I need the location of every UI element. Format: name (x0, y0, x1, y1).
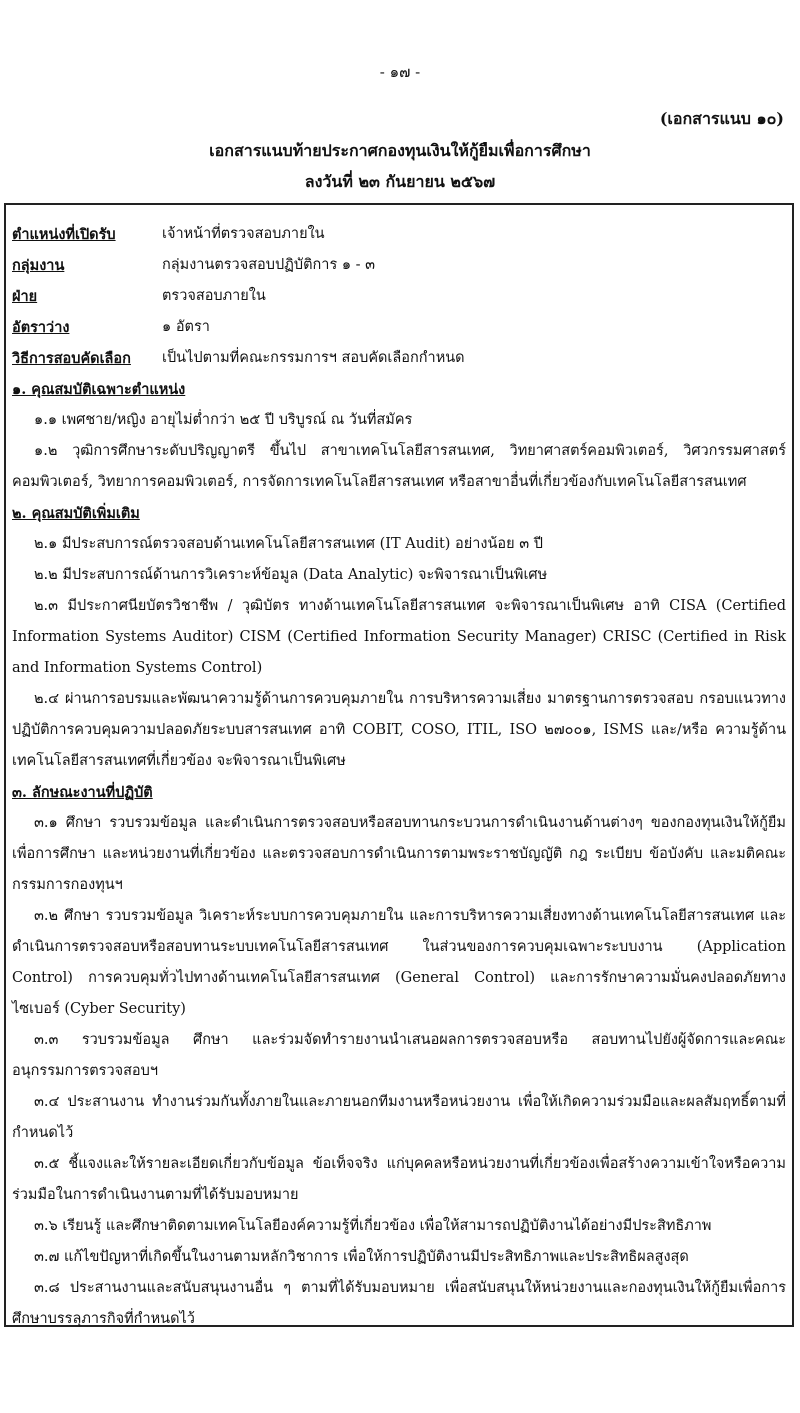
page-number: - ๑๗ - (379, 63, 421, 81)
position-row (12, 219, 786, 250)
section-3-item: ๓.๗ แก้ไขปัญหาที่เกิดขึ้นในงานตามหลักวิชาการ เพื่อให้การปฏิบัติงานมีประสิทธิภาพและประสิทธิผลสูงสุด (34, 1249, 689, 1265)
section-3-item: ๓.๘ ประสานงานและสนับสนุนงานอื่น ๆ ตามที่ได้รับมอบหมาย เพื่อสนับสนุนให้หน่วยงานและกองทุนเงินให้กู้ยืมเพื่อการศึกษาบรรลุภารกิจที่กำหนดไว้ (12, 1280, 786, 1327)
section-1-item: ๑.๑ เพศชาย/หญิง อายุไม่ต่ำกว่า ๒๕ ปี บริบูรณ์ ณ วันที่สมัคร (34, 412, 413, 428)
department-value: ตรวจสอบภายใน (162, 288, 266, 304)
section-3-item: ๓.๑ ศึกษา รวบรวมข้อมูล และดำเนินการตรวจสอบหรือสอบทานกระบวนการดำเนินงานด้านต่างๆ ของกองทุนเงินให้กู้ยืมเพื่อการศึกษา และหน่วยงานที่เกี่ยวข้อง และตรวจสอบการดำเนินการตามพระราชบัญญัติ กฎ ระเบียบ ข้อบังคับ และมติคณะกรรมการกองทุนฯ (12, 815, 786, 893)
group-label: กลุ่มงาน (12, 257, 65, 274)
content-frame (4, 203, 794, 1327)
section-3-item: ๓.๔ ประสานงาน ทำงานร่วมกันทั้งภายในและภายนอกทีมงานหรือหน่วยงาน เพื่อให้เกิดความร่วมมือและผลสัมฤทธิ์ตามที่กำหนดไว้ (12, 1094, 786, 1141)
section-2-item: ๒.๒ มีประสบการณ์ด้านการวิเคราะห์ข้อมูล (Data Analytic) จะพิจารณาเป็นพิเศษ (34, 567, 548, 583)
department-label: ฝ่าย (12, 288, 38, 305)
position-value: เจ้าหน้าที่ตรวจสอบภายใน (162, 226, 325, 242)
section-3-item: ๓.๓ รวบรวมข้อมูล ศึกษา และร่วมจัดทำรายงานนำเสนอผลการตรวจสอบหรือ สอบทานไปยังผู้จัดการและคณะอนุกรรมการตรวจสอบฯ (12, 1032, 786, 1079)
group-value: กลุ่มงานตรวจสอบปฏิบัติการ ๑ - ๓ (162, 257, 376, 273)
method-label: วิธีการสอบคัดเลือก (12, 350, 131, 367)
section-1-heading: ๑. คุณสมบัติเฉพาะตำแหน่ง (12, 381, 186, 398)
section-2-item: ๒.๔ ผ่านการอบรมและพัฒนาความรู้ด้านการควบคุมภายใน การบริหารความเสี่ยง มาตรฐานการตรวจสอบ กรอบแนวทางปฏิบัติการควบคุมความปลอดภัยระบบสารสนเทศ อาทิ COBIT, COSO, ITIL, ISO ๒๗๐๐๑, ISMS และ/หรือ ความรู้ด้านเทคโนโลยีสารสนเทศที่เกี่ยวข้อง จะพิจารณาเป็นพิเศษ (12, 691, 786, 769)
vacancy-value: ๑ อัตรา (162, 319, 210, 335)
section-2-item: ๒.๑ มีประสบการณ์ตรวจสอบด้านเทคโนโลยีสารสนเทศ (IT Audit) อย่างน้อย ๓ ปี (34, 536, 543, 552)
vacancy-row (12, 312, 786, 343)
vacancy-label: อัตราว่าง (12, 319, 70, 336)
method-value: เป็นไปตามที่คณะกรรมการฯ สอบคัดเลือกกำหนด (162, 350, 465, 366)
section-2-heading: ๒. คุณสมบัติเพิ่มเติม (12, 505, 140, 522)
group-row (12, 250, 786, 281)
attachment-label: (เอกสารแนบ ๑๐) (659, 109, 784, 128)
department-row (12, 281, 786, 312)
section-1-item: ๑.๒ วุฒิการศึกษาระดับปริญญาตรี ขึ้นไป สาขาเทคโนโลยีสารสนเทศ, วิทยาศาสตร์คอมพิวเตอร์, วิศวกรรมศาสตร์คอมพิวเตอร์, วิทยาการคอมพิวเตอร์, การจัดการเทคโนโลยีสารสนเทศ หรือสาขาอื่นที่เกี่ยวข้องกับเทคโนโลยีสารสนเทศ (12, 443, 786, 490)
section-2-item: ๒.๓ มีประกาศนียบัตรวิชาชีพ / วุฒิบัตร ทางด้านเทคโนโลยีสารสนเทศ จะพิจารณาเป็นพิเศษ อาทิ CISA (Certified Information Systems Auditor) CISM (Certified Information Security Manager) CRISC (Certified in Risk and Information Systems Control) (12, 598, 786, 676)
document-title: เอกสารแนบท้ายประกาศกองทุนเงินให้กู้ยืมเพื่อการศึกษา (209, 141, 591, 160)
content-body (12, 219, 786, 1335)
document-date: ลงวันที่ ๒๓ กันยายน ๒๕๖๗ (304, 172, 496, 191)
method-row (12, 343, 786, 374)
section-3-item: ๓.๖ เรียนรู้ และศึกษาติดตามเทคโนโลยีองค์ความรู้ที่เกี่ยวข้อง เพื่อให้สามารถปฏิบัติงานได้อย่างมีประสิทธิภาพ (34, 1218, 712, 1234)
section-3-item: ๓.๒ ศึกษา รวบรวมข้อมูล วิเคราะห์ระบบการควบคุมภายใน และการบริหารความเสี่ยงทางด้านเทคโนโลยีสารสนเทศ และดำเนินการตรวจสอบหรือสอบทานระบบเทคโนโลยีสารสนเทศ ในส่วนของการควบคุมเฉพาะระบบงาน (Application Control) การควบคุมทั่วไปทางด้านเทคโนโลยีสารสนเทศ (General Control) และการรักษาความมั่นคงปลอดภัยทางไซเบอร์ (Cyber Security) (12, 908, 786, 1017)
section-3-item: ๓.๕ ชี้แจงและให้รายละเอียดเกี่ยวกับข้อมูล ข้อเท็จจริง แก่บุคคลหรือหน่วยงานที่เกี่ยวข้องเพื่อสร้างความเข้าใจหรือความร่วมมือในการดำเนินงานตามที่ได้รับมอบหมาย (12, 1156, 786, 1203)
position-label: ตำแหน่งที่เปิดรับ (12, 226, 116, 243)
section-3-heading: ๓. ลักษณะงานที่ปฏิบัติ (12, 784, 153, 801)
